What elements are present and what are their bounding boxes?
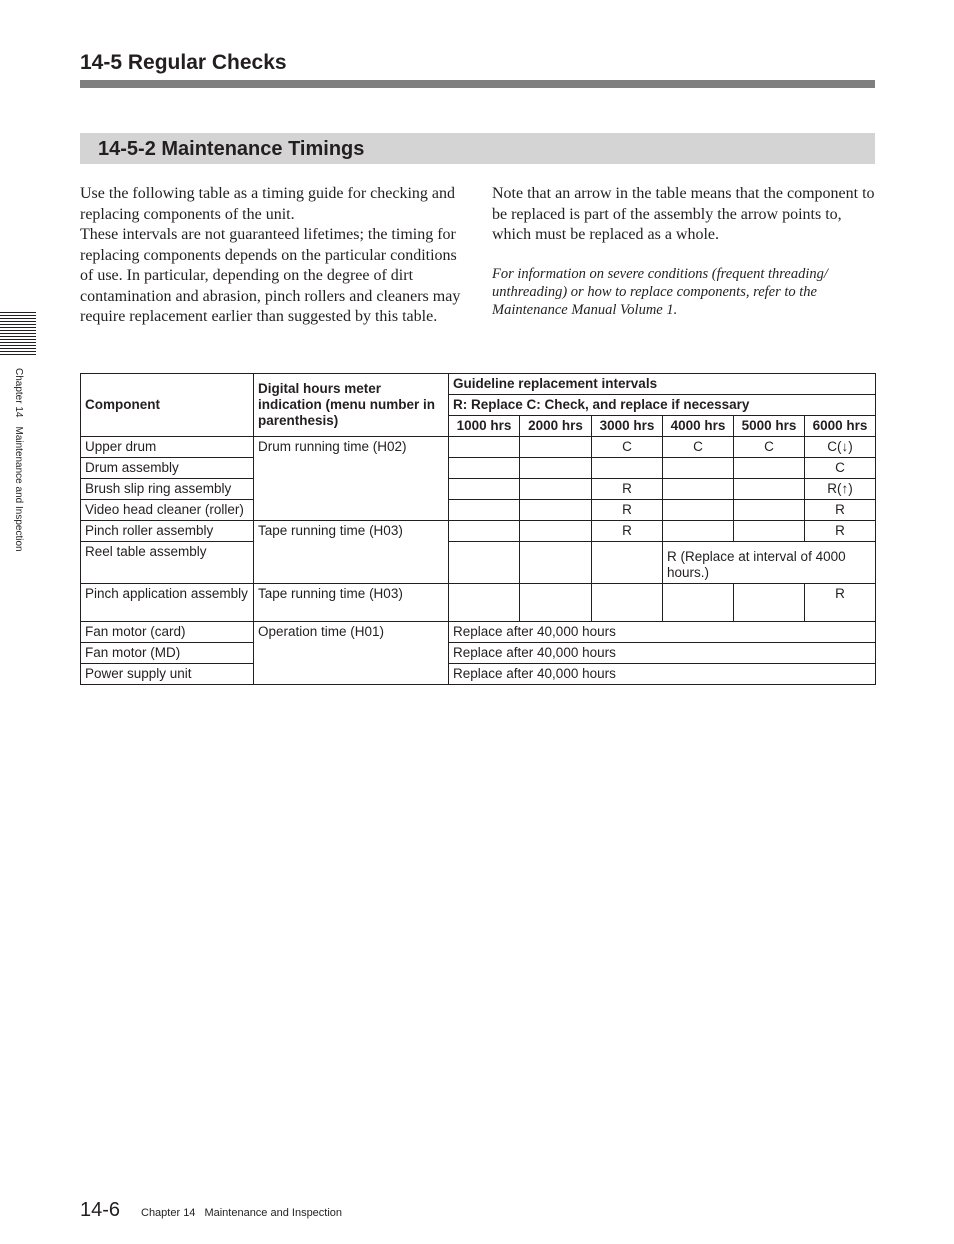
- interval-cell: [592, 458, 663, 479]
- header-hours-2000: 2000 hrs: [520, 416, 592, 437]
- component-cell: Pinch application assembly: [81, 584, 254, 622]
- interval-cell: [520, 521, 592, 542]
- subsection-band: [80, 133, 875, 164]
- interval-cell: [449, 500, 520, 521]
- interval-cell: [449, 437, 520, 458]
- footer-chapter-title: Maintenance and Inspection: [204, 1207, 343, 1219]
- side-chapter-title: Maintenance and Inspection: [13, 426, 24, 552]
- interval-cell: R: [592, 500, 663, 521]
- interval-cell: [734, 458, 805, 479]
- footer-chapter-label: [141, 1206, 351, 1220]
- interval-cell: C: [663, 437, 734, 458]
- interval-cell: C: [805, 458, 876, 479]
- header-hours-4000: 4000 hrs: [663, 416, 734, 437]
- interval-cell: C: [734, 437, 805, 458]
- intro-paragraph-1: Use the following table as a timing guide for checking and replacing components of the unit.: [80, 185, 456, 223]
- table-row: [81, 584, 876, 622]
- interval-cell: [663, 500, 734, 521]
- table-row: [81, 622, 876, 643]
- interval-cell: [449, 584, 520, 622]
- interval-cell: R: [805, 584, 876, 622]
- meter-cell: Tape running time (H03): [254, 521, 449, 584]
- table-row: [81, 643, 876, 664]
- interval-cell: [734, 479, 805, 500]
- interval-cell: R: [592, 479, 663, 500]
- interval-cell: [449, 458, 520, 479]
- interval-cell: [520, 479, 592, 500]
- chapter-thumb-tab: [0, 312, 36, 356]
- header-hours-1000: 1000 hrs: [449, 416, 520, 437]
- table-row: [81, 500, 876, 521]
- interval-span-cell: Replace after 40,000 hours: [449, 664, 876, 685]
- table-row: [81, 437, 876, 458]
- reference-note: For information on severe conditions (frequent threading/ unthreading) or how to replace components, refer to the Maintenance Manual Volume 1.: [492, 265, 828, 318]
- interval-cell: [663, 479, 734, 500]
- component-cell: Fan motor (MD): [81, 643, 254, 664]
- interval-cell: [663, 458, 734, 479]
- subsection-title: 14-5-2 Maintenance Timings: [98, 138, 365, 160]
- header-hours-meter: Digital hours meter indication (menu number in parenthesis): [254, 374, 449, 437]
- interval-cell: [520, 437, 592, 458]
- interval-cell: [592, 584, 663, 622]
- intro-paragraph-2: These intervals are not guaranteed lifetimes; the timing for replacing components depends on the particular conditions of use. In particular, depending on the degree of dirt contamination and abrasion, pinch rollers and cleaners may require replacement earlier than suggested by this table.: [80, 226, 461, 325]
- interval-cell: R: [592, 521, 663, 542]
- header-guideline: Guideline replacement intervals: [449, 374, 876, 395]
- interval-cell: [449, 542, 520, 584]
- interval-cell: R: [805, 521, 876, 542]
- meter-cell: Tape running time (H03): [254, 584, 449, 622]
- interval-cell: [734, 584, 805, 622]
- interval-cell: [520, 584, 592, 622]
- table-row: [81, 664, 876, 685]
- header-hours-3000: 3000 hrs: [592, 416, 663, 437]
- interval-cell: C(↓): [805, 437, 876, 458]
- side-chapter-label: [12, 368, 24, 561]
- interval-cell: [663, 584, 734, 622]
- table-row: [81, 479, 876, 500]
- component-cell: Upper drum: [81, 437, 254, 458]
- interval-cell: C: [592, 437, 663, 458]
- interval-span-cell: Replace after 40,000 hours: [449, 643, 876, 664]
- interval-cell: [734, 500, 805, 521]
- header-hours-6000: 6000 hrs: [805, 416, 876, 437]
- header-component: Component: [81, 374, 254, 437]
- intro-right-column: [492, 184, 877, 319]
- interval-span-cell: Replace after 40,000 hours: [449, 622, 876, 643]
- component-cell: Brush slip ring assembly: [81, 479, 254, 500]
- section-rule: [80, 80, 875, 88]
- table-row: [81, 542, 876, 584]
- header-hours-5000: 5000 hrs: [734, 416, 805, 437]
- header-legend: R: Replace C: Check, and replace if necessary: [449, 395, 876, 416]
- interval-cell: [520, 542, 592, 584]
- interval-cell: [592, 542, 663, 584]
- interval-cell: [449, 521, 520, 542]
- interval-cell: [734, 521, 805, 542]
- interval-cell: R(↑): [805, 479, 876, 500]
- table-row: [81, 521, 876, 542]
- interval-span-cell: R (Replace at interval of 4000 hours.): [663, 542, 876, 584]
- table-row: [81, 458, 876, 479]
- maintenance-timing-table: [80, 373, 876, 685]
- component-cell: Video head cleaner (roller): [81, 500, 254, 521]
- component-cell: Fan motor (card): [81, 622, 254, 643]
- component-cell: Reel table assembly: [81, 542, 254, 584]
- footer-chapter-number: Chapter 14: [141, 1207, 196, 1219]
- interval-cell: R: [805, 500, 876, 521]
- section-title: 14-5 Regular Checks: [80, 51, 287, 74]
- interval-cell: [520, 500, 592, 521]
- page-number: 14-6: [80, 1199, 121, 1221]
- meter-cell: Drum running time (H02): [254, 437, 449, 521]
- arrow-note-paragraph: Note that an arrow in the table means that the component to be replaced is part of the assembly the arrow points to, which must be replaced as a whole.: [492, 185, 875, 243]
- side-chapter-number: Chapter 14: [13, 368, 24, 418]
- component-cell: Pinch roller assembly: [81, 521, 254, 542]
- component-cell: Drum assembly: [81, 458, 254, 479]
- interval-cell: [520, 458, 592, 479]
- intro-left-column: [80, 184, 470, 328]
- interval-cell: [449, 479, 520, 500]
- component-cell: Power supply unit: [81, 664, 254, 685]
- meter-cell: Operation time (H01): [254, 622, 449, 685]
- interval-cell: [663, 521, 734, 542]
